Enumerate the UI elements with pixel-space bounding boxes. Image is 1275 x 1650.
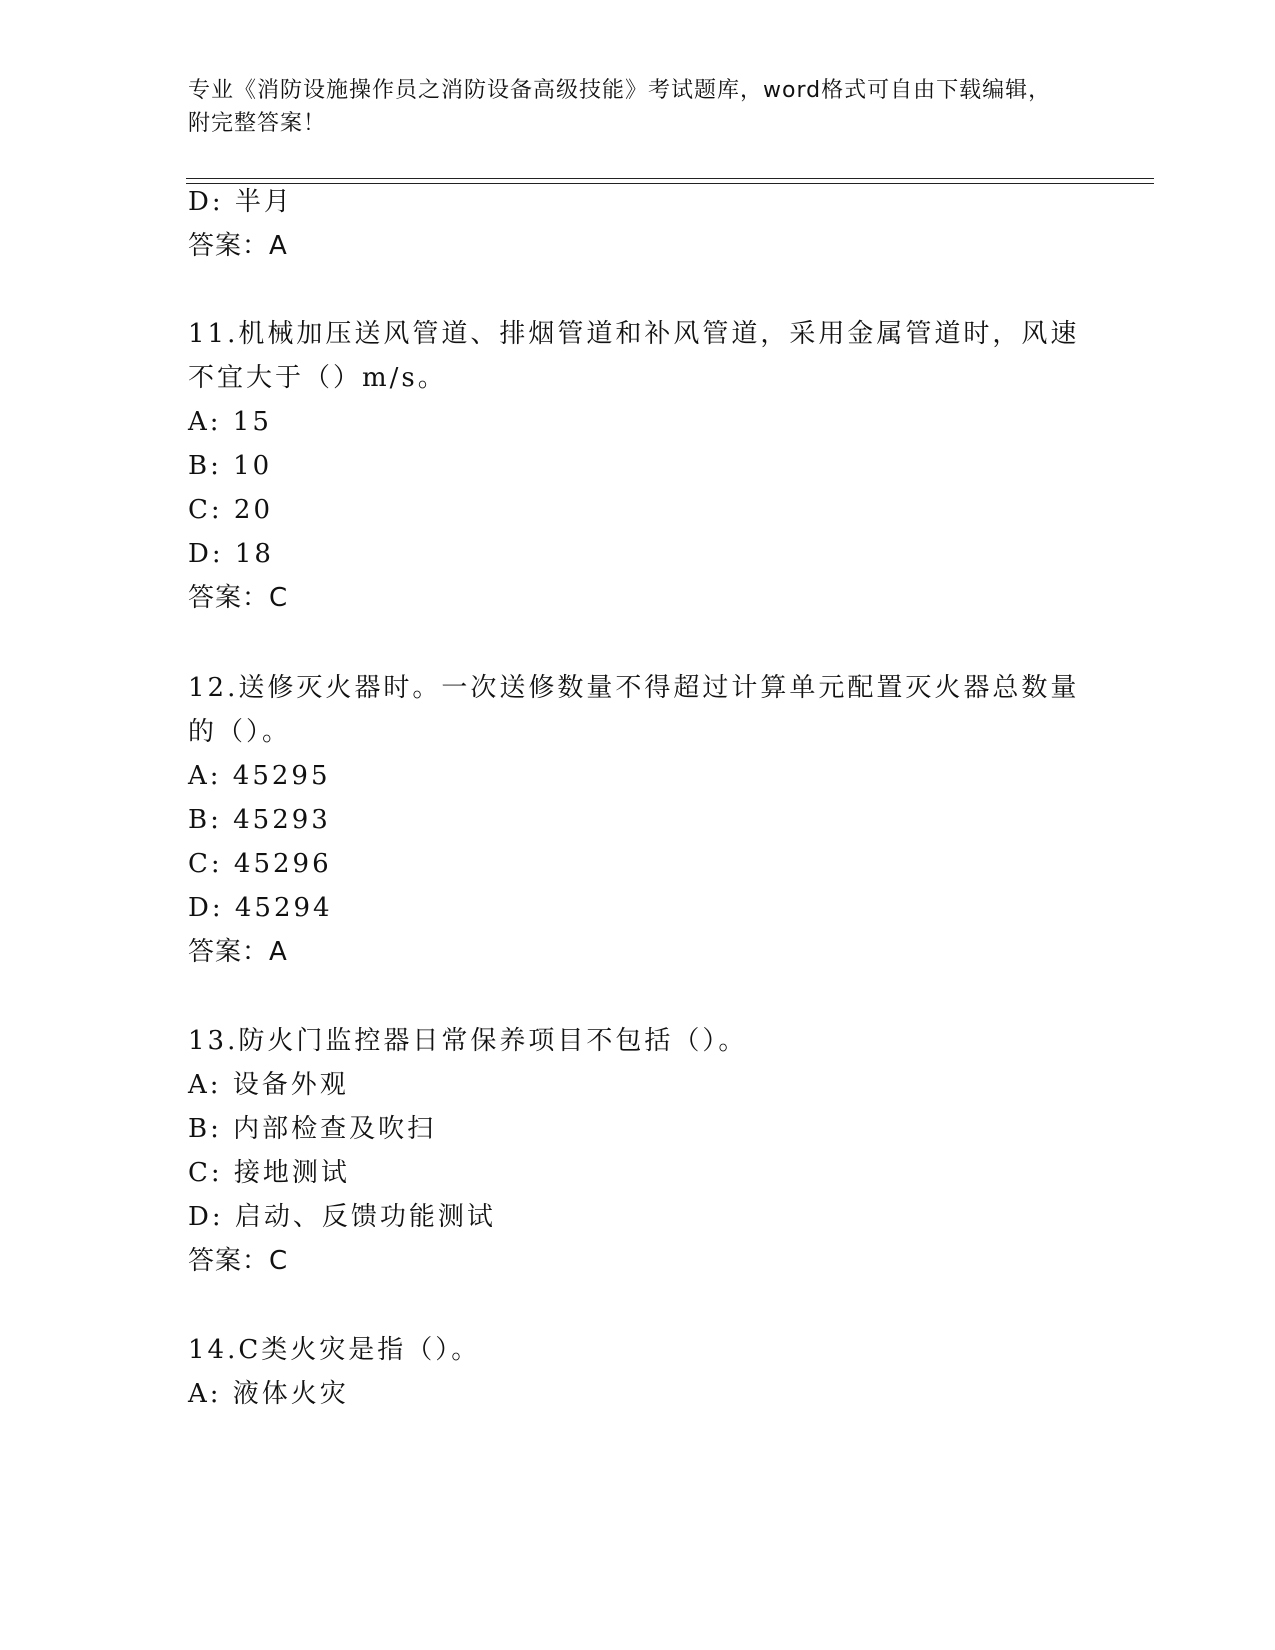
- option-b: B: 45293: [188, 805, 331, 835]
- option-a: A: 设备外观: [188, 1070, 349, 1100]
- question-stem: 11.机械加压送风管道、排烟管道和补风管道，采用金属管道时，风速: [188, 319, 1080, 349]
- option-d: D: 45294: [188, 893, 333, 923]
- question-stem: 13.防火门监控器日常保养项目不包括（）。: [188, 1026, 748, 1056]
- header-divider-bottom: [186, 183, 1154, 184]
- answer-line: 答案：C: [188, 1246, 289, 1276]
- option-d: D: 启动、反馈功能测试: [188, 1202, 496, 1232]
- option-d: D: 半月: [188, 187, 293, 217]
- question-stem: 12.送修灭火器时。一次送修数量不得超过计算单元配置灭火器总数量: [188, 673, 1080, 703]
- question-stem-continued: 的（）。: [188, 717, 292, 747]
- option-b: B: 内部检查及吹扫: [188, 1114, 437, 1144]
- answer-line: 答案：C: [188, 583, 289, 613]
- header-divider-top: [186, 178, 1154, 179]
- answer-line: 答案：A: [188, 937, 288, 967]
- option-a: A: 液体火灾: [188, 1379, 349, 1409]
- document-header: 专业《消防设施操作员之消防设备高级技能》考试题库，word格式可自由下载编辑，附完整答案！: [188, 78, 1052, 136]
- option-a: A: 45295: [188, 761, 331, 791]
- option-a: A: 15: [188, 407, 272, 437]
- option-c: C: 45296: [188, 849, 332, 879]
- option-d: D: 18: [188, 539, 274, 569]
- question-stem-continued: 不宜大于（）m/s。: [188, 363, 447, 393]
- option-b: B: 10: [188, 451, 273, 481]
- option-c: C: 接地测试: [188, 1158, 350, 1188]
- option-c: C: 20: [188, 495, 274, 525]
- question-stem: 14.C类火灾是指（）。: [188, 1335, 481, 1365]
- answer-line: 答案：A: [188, 231, 288, 261]
